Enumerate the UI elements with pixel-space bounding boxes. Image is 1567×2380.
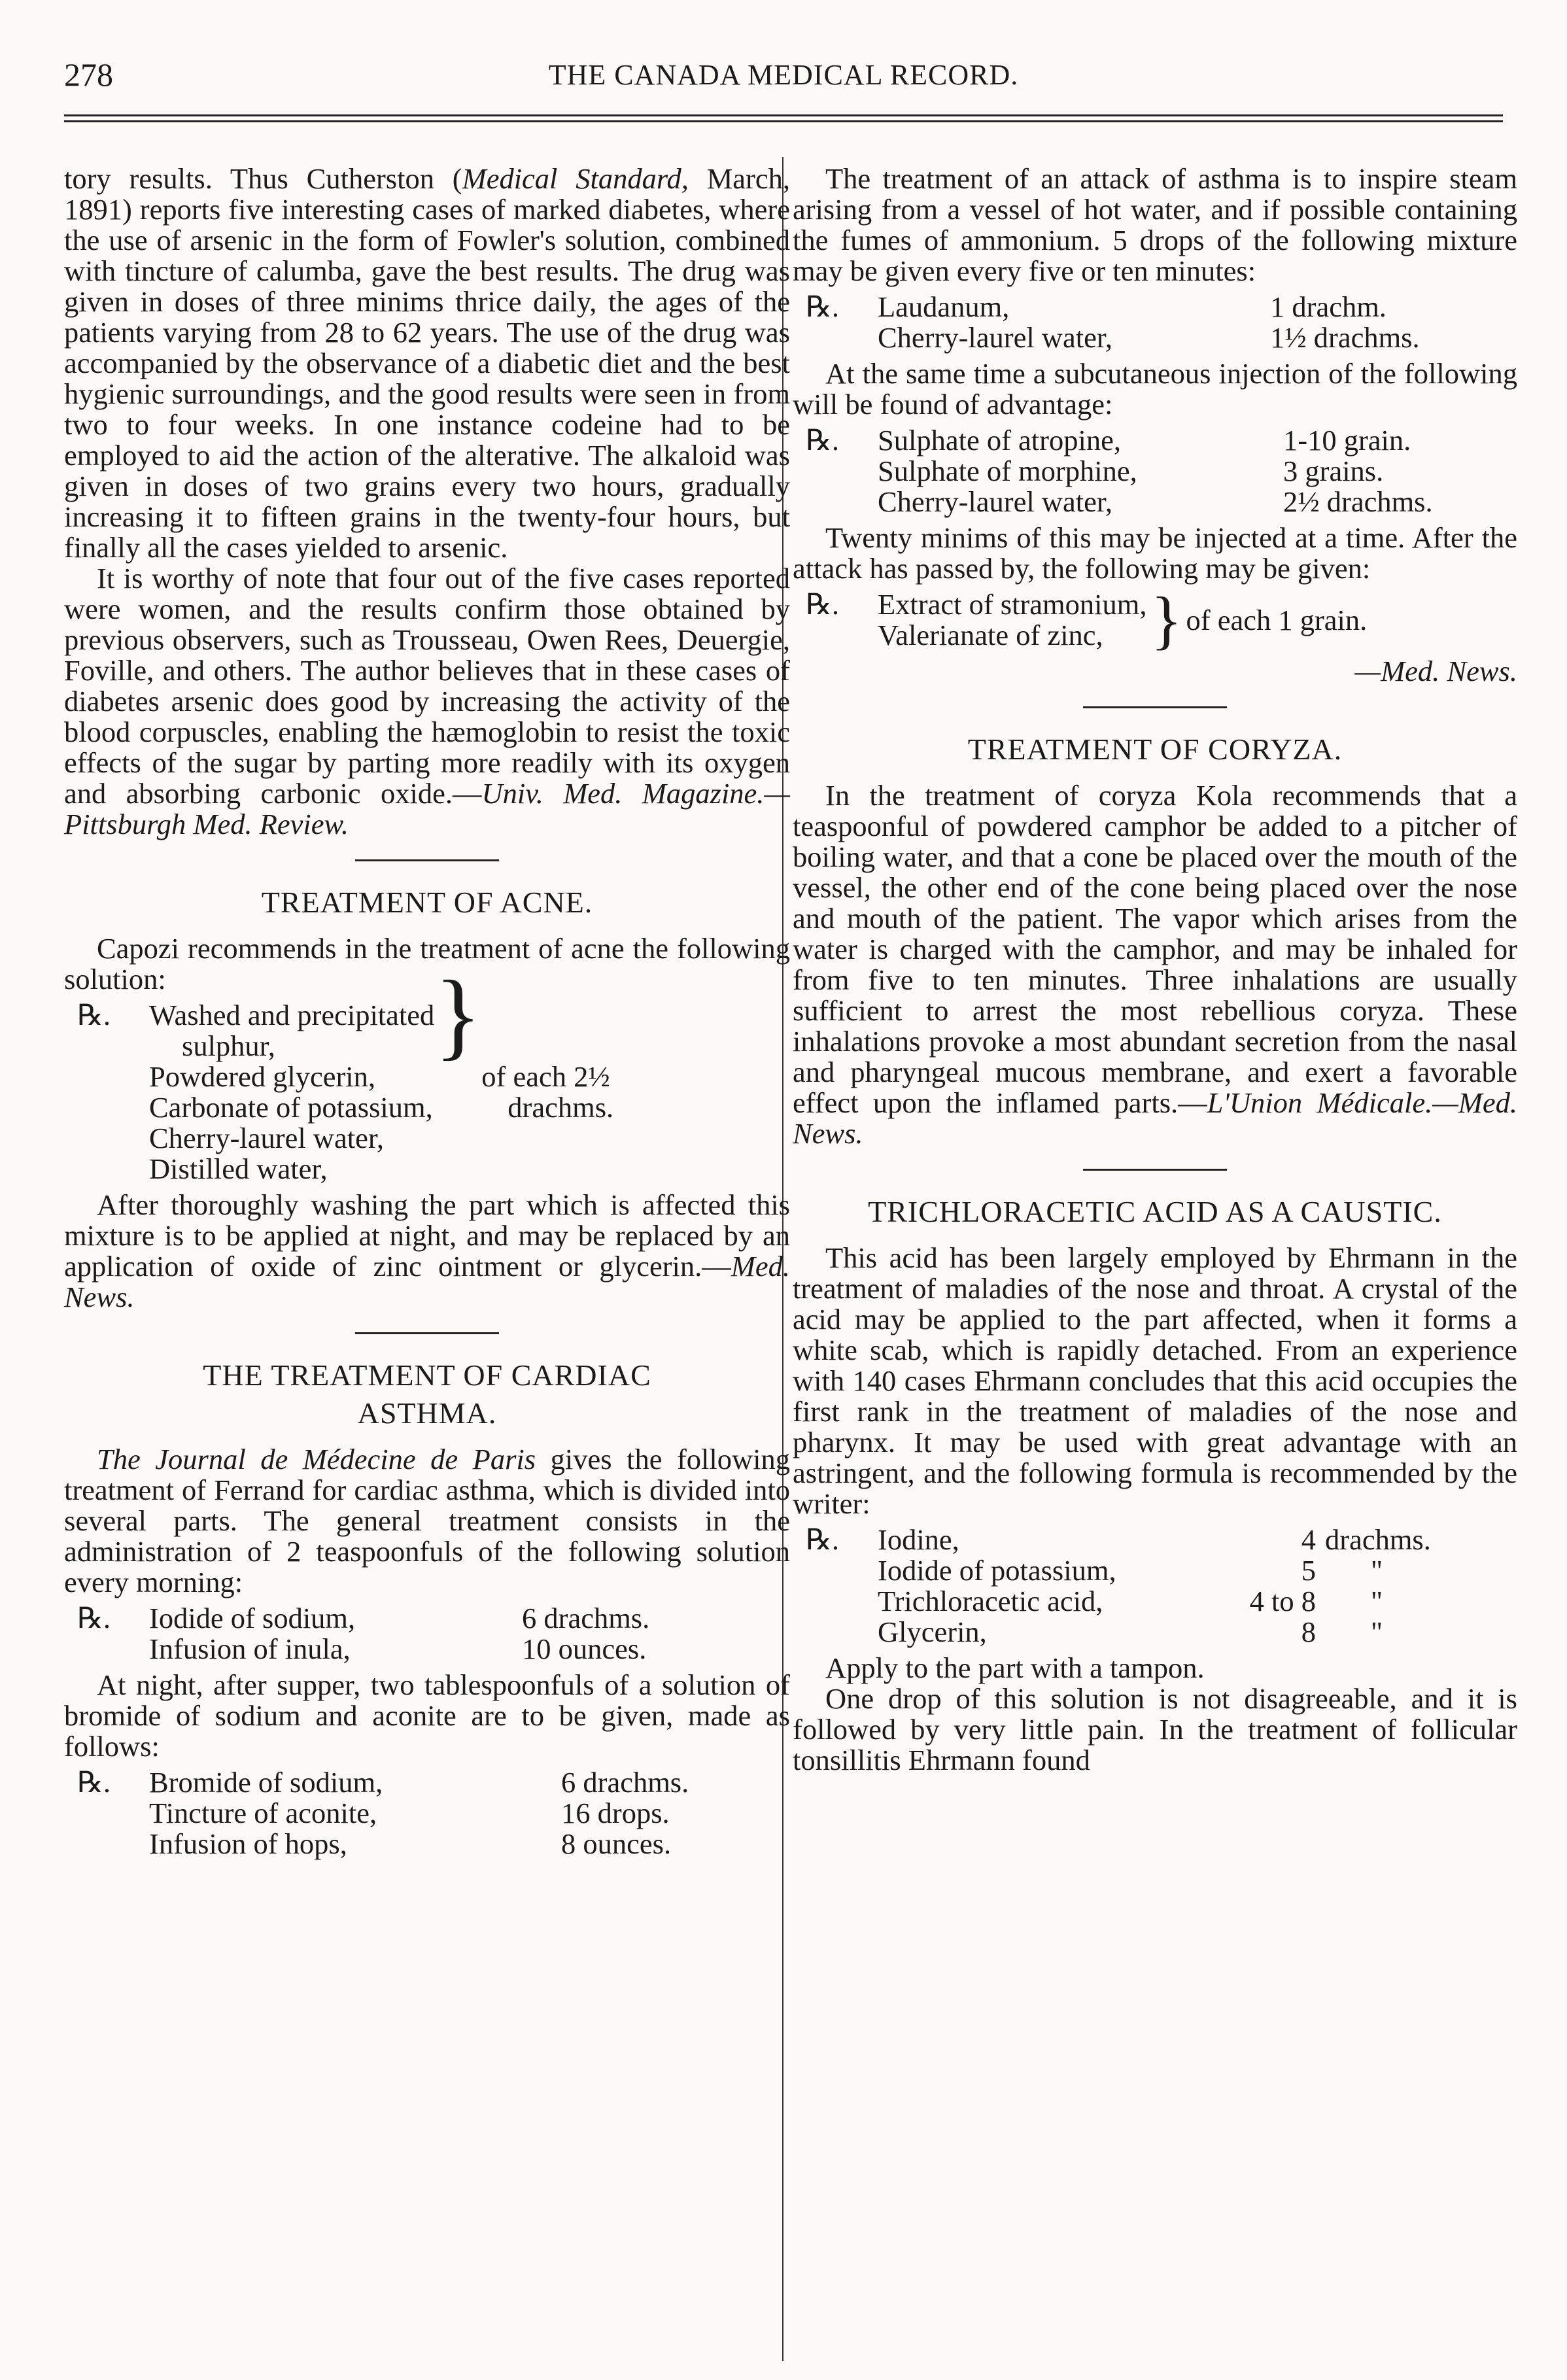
rx-item: Iodide of sodium, [149, 1602, 356, 1634]
heading-coryza: TREATMENT OF CORYZA. [967, 733, 1343, 766]
heading-acne: TREATMENT OF ACNE. [261, 886, 593, 919]
rx-dose: 1 drachm. [1270, 290, 1386, 323]
asthma-prescription-1 [64, 1603, 649, 1664]
rx-symbol [793, 1586, 878, 1617]
header-rule-bottom [64, 120, 1503, 122]
header-rule-top [64, 114, 1503, 116]
rx-dose: 2½ drachms. [1283, 485, 1433, 518]
rx-dose: 3 grains. [1283, 455, 1384, 487]
tampon-instruction: Apply to the part with a tampon. [825, 1651, 1205, 1684]
rx-dose: 8 ounces. [561, 1827, 672, 1860]
section-rule [355, 859, 499, 861]
rx-dose: of each 1 grain. [1186, 603, 1368, 636]
paragraph-diabetes-1: tory results. Thus Cutherston (Medical Standard, March, 1891) reports five interesting cases of marked diabetes, where the use of arsenic in the form of Fowler's solution, combined with tincture of calumba, gave the best results. The drug was given in doses of three minims thrice daily, the ages of the patients varying from 28 to 62 years. The use of the drug was accompanied by the observance of a diabetic diet and the best hygienic surroundings, and the good results were seen in from two to four weeks. In one instance codeine had to be employed to aid the action of the alterative. The alkaloid was given in doses of two grains every two hours, gradually increasing it to fifteen grains in the twenty-four hours, but finally all the cases yielded to arsenic. [64, 162, 790, 564]
brace-glyph: } [1150, 583, 1182, 656]
rx-dose: of each 2½ [481, 1060, 610, 1093]
asthma-intro: The Journal de Médecine de Paris gives the following treatment of Ferrand for cardiac asthma, which is divided into several parts. The general treatment consists in the administration of 2 teaspoonfuls of the following solution every morning: [64, 1443, 791, 1598]
trichloracetic-paragraph: This acid has been largely employed by Ehrmann in the treatment of maladies of the nose and throat. A crystal of the acid may be applied to the part affected, when it forms a white scab, which is rapidly detached. From an experience with 140 cases Ehrmann concludes that this acid occupies the first rank in the treatment of maladies of the nose and pharynx. It may be used with great advantage with an astringent, and the following formula is recommended by the writer: [793, 1241, 1517, 1520]
asthma-prescription-2 [64, 1767, 689, 1859]
rx-item: Valerianate of zinc, [878, 619, 1103, 651]
page-header [64, 56, 1503, 101]
paragraph-diabetes-2: It is worthy of note that four out of the five cases reported were women, and the results confirm those obtained by previous observers, such as Trousseau, Owen Rees, Deuergie, Foville, and others. The author believes that in these cases of diabetes arsenic does good by increasing the activity of the blood corpuscles, enabling the hæmoglobin to resist the toxic effects of the sugar by parting more readily with its oxygen and absorbing carbonic oxide.—Univ. Med. Magazine.—Pittsburgh Med. Review. [64, 562, 790, 840]
right-column [793, 164, 1517, 1776]
rx-item: Sulphate of morphine, [878, 455, 1137, 487]
rx-item: Iodide of potassium, [878, 1554, 1116, 1587]
rx-dose: 1-10 grain. [1283, 424, 1411, 457]
rx-dose: 6 drachms. [561, 1766, 689, 1799]
brace-glyph: } [434, 961, 482, 1069]
rx-item: Carbonate of potassium, [149, 1091, 433, 1124]
rx-item: Tincture of aconite, [149, 1797, 377, 1829]
section-rule [355, 1332, 499, 1334]
left-column [64, 164, 790, 1865]
trichloracetic-prescription [793, 1525, 1431, 1647]
attribution: —Med. News. [1354, 655, 1517, 687]
rx-symbol [793, 487, 878, 517]
injection-paragraph: At the same time a subcutaneous injection of the following will be found of advantage: [793, 357, 1517, 421]
rx-item: Infusion of hops, [149, 1827, 347, 1860]
acne-after: After thoroughly washing the part which is affected this mixture is to be applied at night, and may be replaced by an application of oxide of zinc ointment or glycerin.—Med. News. [64, 1188, 790, 1313]
rx-item: Cherry-laurel water, [878, 321, 1112, 354]
rx-dose: 16 drops. [561, 1797, 670, 1829]
rx-item: Trichloracetic acid, [878, 1585, 1103, 1617]
rx-amount: 4 to 8 [1249, 1585, 1316, 1617]
acne-prescription [64, 961, 614, 1185]
rx-item: Infusion of inula, [149, 1632, 351, 1665]
rx-unit: " [1371, 1585, 1383, 1617]
rx-symbol: ℞. [77, 1602, 111, 1634]
attack-prescription [793, 292, 1420, 353]
rx-item: Extract of stramonium, [878, 588, 1147, 621]
rx-item: Powdered glycerin, [149, 1060, 376, 1093]
rx-item: Laudanum, [878, 290, 1010, 323]
section-rule [1083, 706, 1227, 708]
rx-item: Iodine, [878, 1523, 959, 1556]
rx-item: Bromide of sodium, [149, 1766, 383, 1799]
rx-symbol [793, 1555, 878, 1586]
rx-dose: 10 ounces. [522, 1632, 647, 1665]
running-head: THE CANADA MEDICAL RECORD. [548, 59, 1019, 91]
rx-item: Sulphate of atropine, [878, 424, 1121, 457]
injection-prescription [793, 425, 1433, 517]
final-paragraph: One drop of this solution is not disagreeable, and it is followed by very little pain. In the treatment of follicular tonsillitis Ehrmann found [793, 1682, 1517, 1776]
rx-symbol [64, 1798, 149, 1829]
heading-cardiac-asthma: THE TREATMENT OF CARDIAC ASTHMA. [203, 1358, 651, 1430]
rx-amount: 8 [1301, 1615, 1316, 1648]
section-rule [1083, 1169, 1227, 1171]
coryza-paragraph: In the treatment of coryza Kola recommends that a teaspoonful of powdered camphor be added to a pitcher of boiling water, and that a cone be placed over the mouth of the vessel, the other end of the cone being placed over the nose and mouth of the patient. The vapor which arises from the water is charged with the camphor, and may be inhaled for from five to ten minutes. Three inhalations are usually sufficient to arrest the most rebellious coryza. These inhalations provoke a most abundant secretion from the nasal and pharyngeal mucous membrane, and exert a favorable effect upon the inflamed parts.—L'Union Médicale.—Med. News. [793, 779, 1517, 1150]
rx-dose: drachms. [508, 1091, 614, 1124]
rx-symbol [64, 1634, 149, 1664]
rx-dose: 6 drachms. [522, 1602, 650, 1634]
rx-item: Cherry-laurel water, [878, 485, 1112, 518]
rx-symbol: ℞. [806, 424, 840, 457]
rx-unit: " [1371, 1615, 1383, 1648]
rx-symbol: ℞. [806, 1523, 840, 1556]
rx-symbol: ℞. [77, 999, 111, 1031]
rx-amount: 5 [1301, 1554, 1316, 1587]
rx-symbol [64, 1829, 149, 1859]
rx-symbol [793, 322, 878, 353]
acne-intro: Capozi recommends in the treatment of acne the following solution: [64, 932, 790, 995]
rx-item: Washed and precipitated [149, 999, 435, 1031]
rx-unit: drachms. [1325, 1523, 1431, 1556]
heading-trichloracetic: TRICHLORACETIC ACID AS A CAUSTIC. [868, 1195, 1442, 1228]
after-attack-paragraph: Twenty minims of this may be injected at a time. After the attack has passed by, the following may be given: [793, 521, 1517, 585]
rx-dose: 1½ drachms. [1270, 321, 1420, 354]
rx-item: Cherry-laurel water, [149, 1122, 384, 1154]
rx-symbol: ℞. [77, 1766, 111, 1799]
rx-symbol [793, 1617, 878, 1647]
asthma-night: At night, after supper, two tablespoonfuls of a solution of bromide of sodium and aconite are to be given, made as follows: [64, 1668, 790, 1763]
rx-symbol [793, 456, 878, 487]
rx-unit: " [1371, 1554, 1383, 1587]
rx-item: sulphur, [182, 1029, 275, 1062]
asthma-attack-paragraph: The treatment of an attack of asthma is to inspire steam arising from a vessel of hot water, and if possible containing the fumes of ammonium. 5 drops of the following mixture may be given every five or ten minutes: [793, 162, 1517, 287]
page-number: 278 [64, 56, 113, 93]
rx-amount: 4 [1301, 1523, 1316, 1556]
after-attack-prescription [793, 583, 1368, 656]
rx-item: Glycerin, [878, 1615, 987, 1648]
rx-symbol: ℞. [806, 588, 840, 621]
rx-symbol: ℞. [806, 290, 840, 323]
rx-item: Distilled water, [149, 1152, 328, 1185]
